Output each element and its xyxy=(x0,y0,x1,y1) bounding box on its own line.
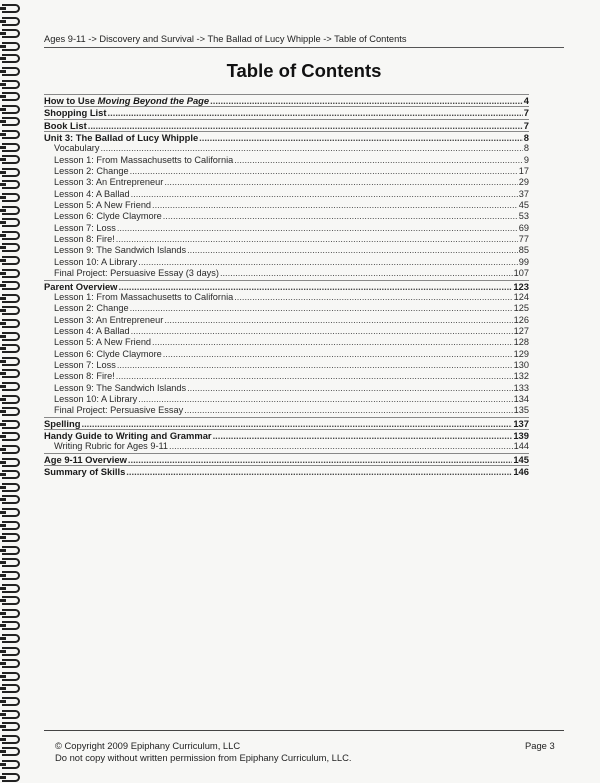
toc-section-row xyxy=(44,417,529,429)
toc-page-number: 139 xyxy=(513,429,529,441)
table-of-contents xyxy=(44,94,529,477)
toc-section-row xyxy=(44,429,529,441)
toc-page-number: 144 xyxy=(513,441,529,452)
spiral-coil xyxy=(2,206,20,215)
toc-entry-label xyxy=(54,303,129,314)
toc-entry-text: Spelling xyxy=(44,417,81,429)
spiral-coil xyxy=(2,407,20,416)
spiral-coil xyxy=(2,269,20,278)
spiral-coil xyxy=(2,773,20,782)
spiral-coil xyxy=(2,634,20,643)
spiral-coil xyxy=(2,584,20,593)
spiral-coil xyxy=(2,306,20,315)
toc-entry-text: Lesson 6: Clyde Claymore xyxy=(54,211,162,222)
toc-page-number: 134 xyxy=(513,393,529,404)
toc-entry-label xyxy=(54,223,116,234)
spiral-coil xyxy=(2,92,20,101)
toc-page-number: 17 xyxy=(518,166,529,177)
toc-entry-label xyxy=(44,454,127,465)
toc-section-row xyxy=(44,131,529,143)
toc-entry-label xyxy=(44,107,107,118)
spiral-coil xyxy=(2,42,20,51)
toc-page-number: 8 xyxy=(523,132,529,144)
toc-entry-text: Lesson 2: Change xyxy=(54,166,129,177)
dot-leader xyxy=(234,292,512,303)
spiral-coil xyxy=(2,722,20,731)
dot-leader xyxy=(210,95,523,106)
toc-entry-row xyxy=(44,245,529,256)
toc-entry-row xyxy=(44,143,529,154)
toc-entry-label xyxy=(54,405,183,416)
dot-leader xyxy=(116,234,518,245)
toc-entry-text: Lesson 1: From Massachusetts to California xyxy=(54,154,234,165)
toc-entry-row xyxy=(44,234,529,245)
dot-leader xyxy=(81,418,512,429)
toc-entry-label xyxy=(54,292,233,303)
toc-entry-label xyxy=(54,360,116,371)
toc-page-number: 37 xyxy=(518,188,529,199)
toc-entry-row xyxy=(44,177,529,188)
toc-entry-label xyxy=(54,211,162,222)
spiral-coil xyxy=(2,80,20,89)
toc-entry-text: Lesson 10: A Library xyxy=(54,256,138,267)
toc-entry-text: Lesson 2: Change xyxy=(54,303,129,314)
spiral-coil xyxy=(2,458,20,467)
toc-section-row xyxy=(44,94,529,106)
spiral-coil xyxy=(2,621,20,630)
toc-page-number: 77 xyxy=(518,234,529,245)
spiral-coil xyxy=(2,218,20,227)
copy-notice: Do not copy without written permission from Epiphany Curriculum, LLC. xyxy=(55,752,352,763)
toc-entry-label xyxy=(54,268,219,279)
toc-page-number: 9 xyxy=(523,154,529,165)
toc-page-number: 133 xyxy=(513,382,529,393)
spiral-coil xyxy=(2,105,20,114)
toc-entry-label xyxy=(54,177,163,188)
toc-entry-row xyxy=(44,223,529,234)
toc-section-row xyxy=(44,106,529,118)
toc-page-number: 53 xyxy=(518,211,529,222)
spiral-coil xyxy=(2,357,20,366)
toc-entry-label xyxy=(44,132,198,143)
spiral-coil xyxy=(2,395,20,404)
toc-page-number: 69 xyxy=(518,222,529,233)
spiral-coil xyxy=(2,558,20,567)
spiral-binding xyxy=(0,0,26,783)
spiral-coil xyxy=(2,483,20,492)
toc-entry-row xyxy=(44,292,529,303)
toc-entry-text: Lesson 5: A New Friend xyxy=(54,337,152,348)
copyright-line: © Copyright 2009 Epiphany Curriculum, LLC xyxy=(55,740,241,751)
toc-entry-row xyxy=(44,360,529,371)
toc-entry-text: Lesson 10: A Library xyxy=(54,393,138,404)
toc-page-number: 137 xyxy=(513,417,529,429)
dot-leader xyxy=(138,257,518,268)
spiral-coil xyxy=(2,168,20,177)
dot-leader xyxy=(130,303,513,314)
toc-entry-label xyxy=(54,371,115,382)
spiral-coil xyxy=(2,17,20,26)
toc-entry-row xyxy=(44,200,529,211)
toc-entry-label xyxy=(54,337,151,348)
spiral-coil xyxy=(2,117,20,126)
toc-entry-row xyxy=(44,257,529,268)
toc-entry-label xyxy=(54,257,137,268)
dot-leader xyxy=(117,223,518,234)
toc-entry-label xyxy=(54,155,233,166)
toc-entry-row xyxy=(44,189,529,200)
dot-leader xyxy=(128,454,512,465)
spiral-coil xyxy=(2,130,20,139)
dot-leader xyxy=(199,132,523,143)
dot-leader xyxy=(187,245,518,256)
toc-page-number: 126 xyxy=(513,314,529,325)
toc-page-number: 146 xyxy=(513,466,529,477)
spiral-coil xyxy=(2,647,20,656)
spiral-coil xyxy=(2,319,20,328)
toc-page-number: 132 xyxy=(513,371,529,382)
dot-leader xyxy=(164,177,517,188)
toc-entry-label xyxy=(54,326,130,337)
spiral-coil xyxy=(2,294,20,303)
toc-page-number: 124 xyxy=(513,291,529,302)
spiral-coil xyxy=(2,470,20,479)
spiral-coil xyxy=(2,596,20,605)
dot-leader xyxy=(169,441,513,452)
toc-entry-label xyxy=(44,281,117,292)
dot-leader xyxy=(100,143,522,154)
dot-leader xyxy=(234,155,523,166)
toc-page-number: 107 xyxy=(513,268,529,279)
toc-entry-label xyxy=(54,143,99,154)
dot-leader xyxy=(131,326,513,337)
dot-leader xyxy=(220,268,513,279)
dot-leader xyxy=(152,337,513,348)
toc-entry-row xyxy=(44,211,529,222)
dot-leader xyxy=(130,166,518,177)
dot-leader xyxy=(152,200,518,211)
toc-page-number: 45 xyxy=(518,200,529,211)
dot-leader xyxy=(108,107,523,118)
toc-entry-text: Book List xyxy=(44,119,87,131)
spiral-coil xyxy=(2,609,20,618)
toc-entry-row xyxy=(44,315,529,326)
spiral-coil xyxy=(2,420,20,429)
spiral-coil xyxy=(2,369,20,378)
toc-entry-text: Lesson 7: Loss xyxy=(54,359,116,370)
toc-entry-row xyxy=(44,155,529,166)
spiral-coil xyxy=(2,684,20,693)
toc-entry-text: Lesson 9: The Sandwich Islands xyxy=(54,245,187,256)
toc-entry-label xyxy=(44,466,125,477)
toc-entry-row xyxy=(44,349,529,360)
spiral-coil xyxy=(2,571,20,580)
toc-entry-text: Lesson 3: An Entrepreneur xyxy=(54,177,164,188)
toc-page-number: 145 xyxy=(513,453,529,465)
toc-entry-row xyxy=(44,441,529,452)
toc-entry-label xyxy=(44,430,212,441)
toc-entry-text: Vocabulary xyxy=(54,143,100,154)
spiral-coil xyxy=(2,231,20,240)
toc-section-row xyxy=(44,465,529,477)
toc-entry-label xyxy=(54,189,130,200)
spiral-coil xyxy=(2,243,20,252)
toc-entry-row xyxy=(44,371,529,382)
spiral-coil xyxy=(2,344,20,353)
toc-entry-text: How to Use xyxy=(44,95,98,106)
toc-entry-text: Parent Overview xyxy=(44,280,118,292)
toc-page-number: 129 xyxy=(513,348,529,359)
toc-page-number: 29 xyxy=(518,177,529,188)
toc-entry-text: Lesson 3: An Entrepreneur xyxy=(54,314,164,325)
toc-page-number: 128 xyxy=(513,337,529,348)
spiral-coil xyxy=(2,155,20,164)
toc-entry-label xyxy=(44,418,80,429)
spiral-coil xyxy=(2,747,20,756)
toc-entry-label xyxy=(54,166,129,177)
spiral-coil xyxy=(2,697,20,706)
dot-leader xyxy=(163,349,513,360)
toc-section-row xyxy=(44,280,529,292)
dot-leader xyxy=(118,281,512,292)
toc-entry-row xyxy=(44,303,529,314)
dot-leader xyxy=(184,405,512,416)
spiral-coil xyxy=(2,710,20,719)
spiral-coil xyxy=(2,445,20,454)
spiral-coil xyxy=(2,760,20,769)
spiral-coil xyxy=(2,521,20,530)
toc-entry-text: Lesson 1: From Massachusetts to California xyxy=(54,291,234,302)
toc-page-number: 7 xyxy=(523,119,529,131)
spiral-coil xyxy=(2,180,20,189)
spiral-coil xyxy=(2,143,20,152)
spiral-coil xyxy=(2,533,20,542)
spiral-coil xyxy=(2,29,20,38)
toc-entry-label xyxy=(54,349,162,360)
toc-entry-row xyxy=(44,405,529,416)
dot-leader xyxy=(131,189,518,200)
toc-entry-text: Unit 3: The Ballad of Lucy Whipple xyxy=(44,132,199,144)
spiral-coil xyxy=(2,382,20,391)
spiral-coil xyxy=(2,672,20,681)
toc-entry-text: Lesson 4: A Ballad xyxy=(54,325,130,336)
dot-leader xyxy=(163,211,518,222)
toc-entry-text: Age 9-11 Overview xyxy=(44,453,127,465)
spiral-coil xyxy=(2,256,20,265)
spiral-coil xyxy=(2,508,20,517)
toc-entry-text: Lesson 8: Fire! xyxy=(54,234,115,245)
page-number: Page 3 xyxy=(525,740,555,751)
dot-leader xyxy=(116,371,513,382)
toc-entry-label xyxy=(54,394,137,405)
toc-section-row xyxy=(44,453,529,465)
toc-entry-italic-text: Moving Beyond the Page xyxy=(97,95,210,106)
toc-page-number: 99 xyxy=(518,256,529,267)
footer-text xyxy=(55,740,351,764)
spiral-coil xyxy=(2,4,20,13)
page-title: Table of Contents xyxy=(226,60,382,81)
spiral-coil xyxy=(2,332,20,341)
toc-entry-row xyxy=(44,383,529,394)
dot-leader xyxy=(187,383,513,394)
toc-entry-label xyxy=(54,383,186,394)
toc-entry-row xyxy=(44,337,529,348)
dot-leader xyxy=(138,394,512,405)
spiral-coil xyxy=(2,193,20,202)
toc-entry-label xyxy=(44,120,87,131)
footer-divider xyxy=(44,730,564,731)
toc-entry-text: Handy Guide to Writing and Grammar xyxy=(44,429,212,441)
dot-leader xyxy=(117,360,513,371)
toc-section-row xyxy=(44,119,529,131)
spiral-coil xyxy=(2,735,20,744)
dot-leader xyxy=(88,120,523,131)
toc-page-number: 125 xyxy=(513,303,529,314)
toc-entry-label xyxy=(54,441,168,452)
toc-page-number: 8 xyxy=(523,143,529,154)
spiral-coil xyxy=(2,67,20,76)
toc-entry-text: Lesson 5: A New Friend xyxy=(54,200,152,211)
toc-entry-text: Final Project: Persuasive Essay xyxy=(54,405,184,416)
toc-entry-row xyxy=(44,394,529,405)
spiral-coil xyxy=(2,659,20,668)
toc-page-number: 130 xyxy=(513,359,529,370)
toc-page-number: 85 xyxy=(518,245,529,256)
toc-entry-text: Writing Rubric for Ages 9-11 xyxy=(54,441,169,452)
spiral-coil xyxy=(2,432,20,441)
spiral-coil xyxy=(2,281,20,290)
toc-page-number: 123 xyxy=(513,280,529,292)
toc-entry-row xyxy=(44,326,529,337)
toc-entry-label xyxy=(54,245,186,256)
toc-entry-text: Shopping List xyxy=(44,107,107,119)
toc-entry-text: Lesson 7: Loss xyxy=(54,222,116,233)
toc-page-number: 127 xyxy=(513,325,529,336)
toc-entry-label xyxy=(54,234,115,245)
dot-leader xyxy=(164,315,512,326)
toc-page-number: 4 xyxy=(523,95,529,106)
toc-entry-text: Lesson 4: A Ballad xyxy=(54,188,130,199)
spiral-coil xyxy=(2,495,20,504)
breadcrumb: Ages 9-11 -> Discovery and Survival -> The Ballad of Lucy Whipple -> Table of Contents xyxy=(44,34,564,48)
toc-entry-label xyxy=(44,95,209,106)
toc-entry-text: Lesson 6: Clyde Claymore xyxy=(54,348,162,359)
toc-page-number: 135 xyxy=(513,405,529,416)
toc-entry-row xyxy=(44,166,529,177)
toc-entry-text: Lesson 9: The Sandwich Islands xyxy=(54,382,187,393)
toc-entry-text: Lesson 8: Fire! xyxy=(54,371,115,382)
toc-entry-label xyxy=(54,315,163,326)
dot-leader xyxy=(126,466,512,477)
toc-page-number: 7 xyxy=(523,107,529,119)
spiral-coil xyxy=(2,546,20,555)
toc-entry-text: Final Project: Persuasive Essay (3 days) xyxy=(54,268,219,279)
toc-entry-text: Summary of Skills xyxy=(44,466,126,477)
toc-entry-row xyxy=(44,268,529,279)
toc-entry-label xyxy=(54,200,151,211)
dot-leader xyxy=(213,430,513,441)
spiral-coil xyxy=(2,54,20,63)
